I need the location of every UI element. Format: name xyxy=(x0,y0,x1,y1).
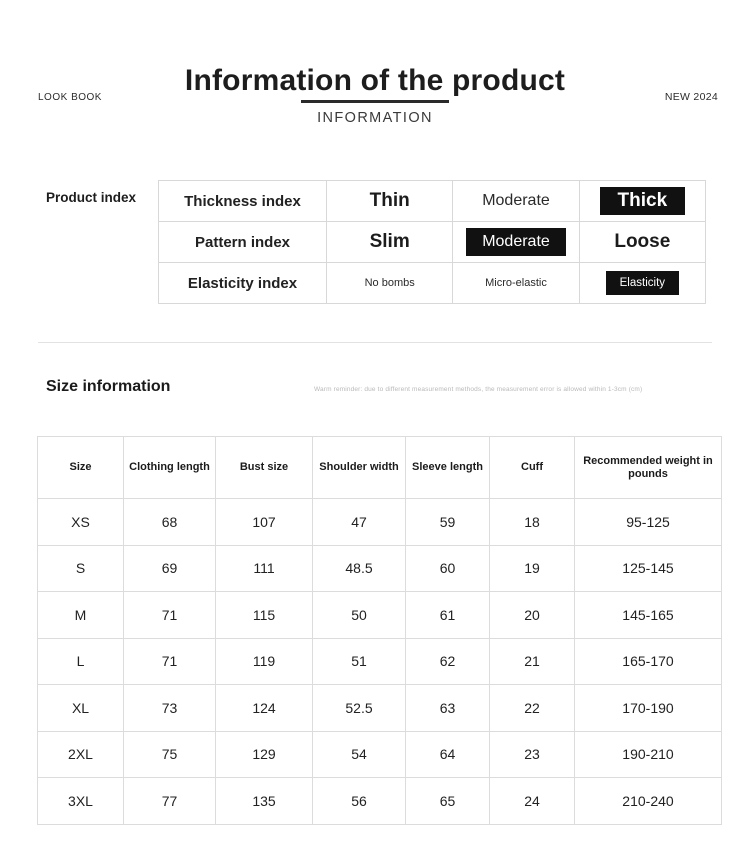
cell-clothing-length: 71 xyxy=(124,592,216,639)
index-option-cell-selected[interactable] xyxy=(453,222,579,263)
table-row xyxy=(38,545,722,592)
index-option-label: Thick xyxy=(600,187,686,215)
table-row xyxy=(38,731,722,778)
index-option-label: Loose xyxy=(614,231,671,252)
cell-sleeve-length: 63 xyxy=(406,685,490,732)
table-row xyxy=(38,499,722,546)
size-information-heading: Size information xyxy=(46,378,171,395)
cell-clothing-length: 75 xyxy=(124,731,216,778)
index-row-label: Elasticity index xyxy=(159,263,327,304)
cell-clothing-length: 73 xyxy=(124,685,216,732)
cell-shoulder-width: 48.5 xyxy=(313,545,406,592)
index-option-cell[interactable] xyxy=(327,263,453,304)
section-divider xyxy=(38,342,712,343)
cell-clothing-length: 77 xyxy=(124,778,216,825)
index-option-label: Slim xyxy=(369,231,410,252)
column-header-recommended-weight: Recommended weight in pounds xyxy=(575,437,722,499)
cell-bust-size: 119 xyxy=(216,638,313,685)
page-header xyxy=(0,0,750,150)
cell-size: 2XL xyxy=(38,731,124,778)
cell-cuff: 22 xyxy=(490,685,575,732)
index-option-label: Moderate xyxy=(466,228,566,256)
cell-cuff: 19 xyxy=(490,545,575,592)
cell-recommended-weight: 125-145 xyxy=(575,545,722,592)
column-header-cuff: Cuff xyxy=(490,437,575,499)
index-option-label: Micro-elastic xyxy=(485,276,547,289)
column-header-bust-size: Bust size xyxy=(216,437,313,499)
product-index-label: Product index xyxy=(46,190,137,205)
size-table xyxy=(37,436,721,825)
index-option-label: Elasticity xyxy=(606,271,679,295)
cell-shoulder-width: 51 xyxy=(313,638,406,685)
cell-bust-size: 115 xyxy=(216,592,313,639)
cell-sleeve-length: 64 xyxy=(406,731,490,778)
new-season-tag: NEW 2024 xyxy=(664,91,718,103)
cell-size: L xyxy=(38,638,124,685)
cell-sleeve-length: 59 xyxy=(406,499,490,546)
index-option-cell[interactable] xyxy=(453,263,579,304)
table-row xyxy=(38,778,722,825)
cell-sleeve-length: 65 xyxy=(406,778,490,825)
cell-recommended-weight: 165-170 xyxy=(575,638,722,685)
cell-bust-size: 107 xyxy=(216,499,313,546)
warm-reminder-note: Warm reminder: due to different measurement methods, the measurement error is allowed within 1-3cm (cm) xyxy=(314,386,643,393)
cell-size: S xyxy=(38,545,124,592)
column-header-sleeve-length: Sleeve length xyxy=(406,437,490,499)
index-option-label: No bombs xyxy=(364,276,415,289)
index-row-label: Thickness index xyxy=(159,181,327,222)
column-header-shoulder-width: Shoulder width xyxy=(313,437,406,499)
index-option-cell-selected[interactable] xyxy=(579,181,705,222)
index-option-label: Moderate xyxy=(482,192,550,209)
cell-size: XL xyxy=(38,685,124,732)
cell-cuff: 23 xyxy=(490,731,575,778)
cell-clothing-length: 68 xyxy=(124,499,216,546)
cell-bust-size: 135 xyxy=(216,778,313,825)
cell-cuff: 21 xyxy=(490,638,575,685)
table-row xyxy=(159,263,706,304)
index-option-cell[interactable] xyxy=(579,222,705,263)
cell-recommended-weight: 170-190 xyxy=(575,685,722,732)
cell-sleeve-length: 61 xyxy=(406,592,490,639)
cell-size: XS xyxy=(38,499,124,546)
table-row xyxy=(38,638,722,685)
cell-shoulder-width: 56 xyxy=(313,778,406,825)
title-underline xyxy=(301,100,449,103)
look-book-label: LOOK BOOK xyxy=(38,92,102,103)
index-option-label: Thin xyxy=(369,190,410,211)
cell-sleeve-length: 60 xyxy=(406,545,490,592)
cell-cuff: 18 xyxy=(490,499,575,546)
cell-cuff: 24 xyxy=(490,778,575,825)
table-row xyxy=(38,685,722,732)
cell-shoulder-width: 52.5 xyxy=(313,685,406,732)
index-option-cell[interactable] xyxy=(327,181,453,222)
index-option-cell[interactable] xyxy=(327,222,453,263)
index-option-cell[interactable] xyxy=(453,181,579,222)
cell-shoulder-width: 54 xyxy=(313,731,406,778)
cell-recommended-weight: 210-240 xyxy=(575,778,722,825)
cell-cuff: 20 xyxy=(490,592,575,639)
cell-recommended-weight: 190-210 xyxy=(575,731,722,778)
page-title-wrap xyxy=(0,64,750,100)
product-index-table xyxy=(158,180,706,304)
index-row-label: Pattern index xyxy=(159,222,327,263)
page-title: Information of the product xyxy=(184,64,566,97)
table-row xyxy=(159,181,706,222)
cell-shoulder-width: 47 xyxy=(313,499,406,546)
column-header-size: Size xyxy=(38,437,124,499)
cell-size: M xyxy=(38,592,124,639)
cell-clothing-length: 69 xyxy=(124,545,216,592)
cell-clothing-length: 71 xyxy=(124,638,216,685)
cell-sleeve-length: 62 xyxy=(406,638,490,685)
table-row xyxy=(159,222,706,263)
cell-recommended-weight: 145-165 xyxy=(575,592,722,639)
cell-bust-size: 124 xyxy=(216,685,313,732)
index-option-cell-selected[interactable] xyxy=(579,263,705,304)
table-row xyxy=(38,592,722,639)
column-header-clothing-length: Clothing length xyxy=(124,437,216,499)
cell-recommended-weight: 95-125 xyxy=(575,499,722,546)
cell-bust-size: 129 xyxy=(216,731,313,778)
table-header-row xyxy=(38,437,722,499)
cell-bust-size: 111 xyxy=(216,545,313,592)
cell-shoulder-width: 50 xyxy=(313,592,406,639)
cell-size: 3XL xyxy=(38,778,124,825)
page-subtitle: INFORMATION xyxy=(317,110,433,126)
